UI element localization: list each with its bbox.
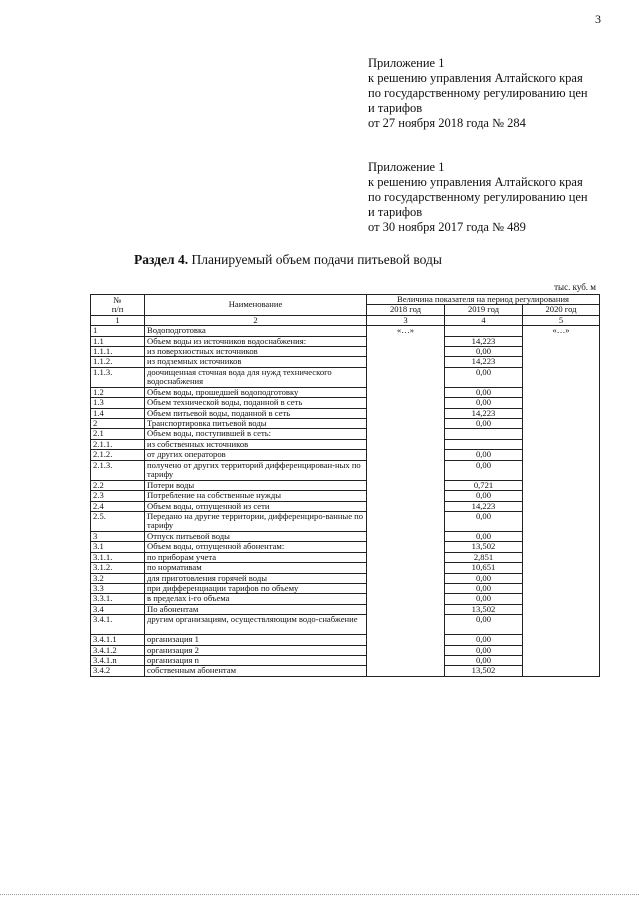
header-year-2019: 2019 год: [445, 305, 523, 315]
row-number: 1.1.2.: [91, 357, 145, 367]
value-2019: 14,223: [445, 408, 523, 418]
row-name: По абонентам: [145, 604, 367, 614]
table-row: [91, 326, 600, 336]
row-number: 3.1.2.: [91, 563, 145, 573]
row-number: 2.5.: [91, 511, 145, 531]
row-number: 3: [91, 531, 145, 541]
value-2019: 0,00: [445, 387, 523, 397]
index-cell: 3: [367, 315, 445, 325]
footer-rule: [0, 894, 639, 895]
value-2019: 0,00: [445, 635, 523, 645]
header-name: Наименование: [145, 295, 367, 316]
row-name: Потребление на собственные нужды: [145, 491, 367, 501]
value-2019: 0,00: [445, 419, 523, 429]
row-name: доочищенная сточная вода для нужд технического водоснабжения: [145, 367, 367, 387]
header-year-2018: 2018 год: [367, 305, 445, 315]
value-2020-placeholder: «…»: [523, 326, 600, 677]
appendix-line: Приложение 1: [368, 56, 445, 70]
value-2019: 0,00: [445, 583, 523, 593]
value-2019: 0,00: [445, 398, 523, 408]
value-2019: [445, 326, 523, 336]
row-number: 1.2: [91, 387, 145, 397]
value-2019: 0,00: [445, 645, 523, 655]
index-cell: 5: [523, 315, 600, 325]
row-number: 2.2: [91, 480, 145, 490]
row-name: из подземных источников: [145, 357, 367, 367]
header-period-group: Величина показателя на период регулирования: [367, 295, 600, 305]
row-number: 2.4: [91, 501, 145, 511]
value-2019: 14,223: [445, 357, 523, 367]
value-2019: 2,851: [445, 552, 523, 562]
row-name: организация n: [145, 655, 367, 665]
row-name: в пределах i-го объема: [145, 594, 367, 604]
appendix-line: от 27 ноября 2018 года № 284: [368, 116, 526, 130]
appendix-line: к решению управления Алтайского края: [368, 175, 583, 189]
row-name: при дифференциации тарифов по объему: [145, 583, 367, 593]
units-label: тыс. куб. м: [554, 282, 596, 292]
value-2019: 0,00: [445, 531, 523, 541]
header-num: № п/п: [91, 295, 145, 316]
index-cell: 1: [91, 315, 145, 325]
row-number: 3.4.1.2: [91, 645, 145, 655]
row-number: 1.4: [91, 408, 145, 418]
value-2019: [445, 439, 523, 449]
appendix-line: и тарифов: [368, 101, 423, 115]
appendix-line: по государственному регулированию цен: [368, 86, 588, 100]
section-title-text: Планируемый объем подачи питьевой воды: [188, 252, 442, 267]
appendix-line: по государственному регулированию цен: [368, 190, 588, 204]
row-number: 3.4.1.n: [91, 655, 145, 665]
value-2019: 14,223: [445, 336, 523, 346]
row-number: 3.1.1.: [91, 552, 145, 562]
row-number: 3.3.1.: [91, 594, 145, 604]
row-name: Объем воды, отпущенной из сети: [145, 501, 367, 511]
row-name: Объем воды, прошедшей водоподготовку: [145, 387, 367, 397]
appendix-line: от 30 ноября 2017 года № 489: [368, 220, 526, 234]
value-2019: 13,502: [445, 542, 523, 552]
row-name: Транспортировка питьевой воды: [145, 419, 367, 429]
value-2019: 14,223: [445, 501, 523, 511]
value-2019: 13,502: [445, 666, 523, 676]
row-number: 1.1: [91, 336, 145, 346]
row-name: получено от других территорий дифференцирован-ных по тарифу: [145, 460, 367, 480]
row-name: Водоподготовка: [145, 326, 367, 336]
section-label: Раздел 4.: [134, 252, 189, 267]
row-number: 1.3: [91, 398, 145, 408]
row-number: 3.4.1.: [91, 615, 145, 635]
appendix-line: Приложение 1: [368, 160, 445, 174]
row-number: 3.1: [91, 542, 145, 552]
value-2019: 0,00: [445, 460, 523, 480]
value-2019: 0,00: [445, 367, 523, 387]
row-name: Отпуск питьевой воды: [145, 531, 367, 541]
value-2019: 0,00: [445, 573, 523, 583]
value-2018-placeholder: «…»: [367, 326, 445, 677]
value-2019: 13,502: [445, 604, 523, 614]
index-cell: 2: [145, 315, 367, 325]
row-number: 2.1: [91, 429, 145, 439]
value-2019: 0,721: [445, 480, 523, 490]
row-name: из собственных источников: [145, 439, 367, 449]
appendix-line: и тарифов: [368, 205, 423, 219]
row-number: 2.3: [91, 491, 145, 501]
row-name: по приборам учета: [145, 552, 367, 562]
row-number: 2.1.1.: [91, 439, 145, 449]
row-name: Объем воды, поступившей в сеть:: [145, 429, 367, 439]
row-number: 2.1.3.: [91, 460, 145, 480]
value-2019: 0,00: [445, 615, 523, 635]
row-number: 3.3: [91, 583, 145, 593]
row-name: из поверхностных источников: [145, 347, 367, 357]
row-number: 1: [91, 326, 145, 336]
row-name: организация 1: [145, 635, 367, 645]
value-2019: 0,00: [445, 491, 523, 501]
row-name: по нормативам: [145, 563, 367, 573]
appendix-header-2017: [368, 160, 588, 235]
row-number: 3.4.2: [91, 666, 145, 676]
row-name: организация 2: [145, 645, 367, 655]
row-name: Объем технической воды, поданной в сеть: [145, 398, 367, 408]
row-number: 1.1.3.: [91, 367, 145, 387]
table-body: [91, 326, 600, 677]
row-number: 3.2: [91, 573, 145, 583]
row-name: Потери воды: [145, 480, 367, 490]
row-number: 3.4: [91, 604, 145, 614]
row-number: 1.1.1.: [91, 347, 145, 357]
row-name: Объем питьевой воды, поданной в сеть: [145, 408, 367, 418]
value-2019: 0,00: [445, 347, 523, 357]
water-volume-table: [90, 294, 600, 677]
value-2019: 0,00: [445, 450, 523, 460]
row-name: для приготовления горячей воды: [145, 573, 367, 583]
row-number: 3.4.1.1: [91, 635, 145, 645]
value-2019: 0,00: [445, 511, 523, 531]
value-2019: 0,00: [445, 655, 523, 665]
row-number: 2: [91, 419, 145, 429]
value-2019: [445, 429, 523, 439]
row-name: собственным абонентам: [145, 666, 367, 676]
index-cell: 4: [445, 315, 523, 325]
row-name: Передано на другие территории, дифференциро-ванные по тарифу: [145, 511, 367, 531]
row-number: 2.1.2.: [91, 450, 145, 460]
row-name: другим организациям, осуществляющим водо-снабжение: [145, 615, 367, 635]
row-name: от других операторов: [145, 450, 367, 460]
appendix-header-2018: [368, 56, 588, 131]
row-name: Объем воды, отпущенной абонентам:: [145, 542, 367, 552]
header-year-2020: 2020 год: [523, 305, 600, 315]
section-title: [134, 252, 442, 268]
value-2019: 0,00: [445, 594, 523, 604]
value-2019: 10,651: [445, 563, 523, 573]
row-name: Объем воды из источников водоснабжения:: [145, 336, 367, 346]
appendix-line: к решению управления Алтайского края: [368, 71, 583, 85]
page-number: 3: [595, 12, 601, 26]
